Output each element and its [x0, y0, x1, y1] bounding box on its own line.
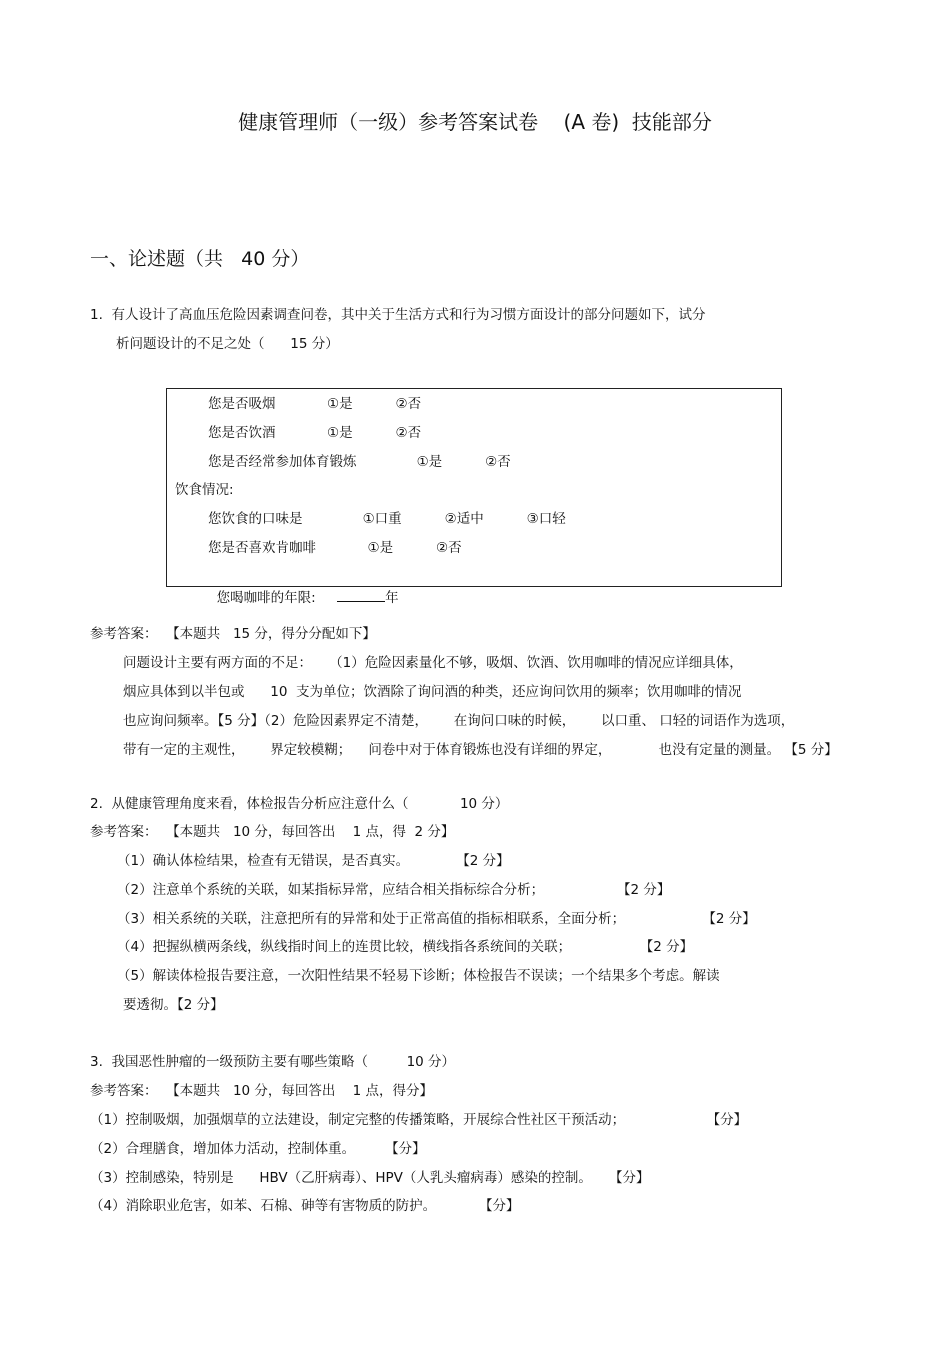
questionnaire-item: 您是否饮酒 ①是 ②否: [208, 425, 422, 441]
answer-line: 烟应具体到以半包或 10 支为单位；饮酒除了询问酒的种类，还应询问饮用的频率；饮用咖啡的情况: [123, 684, 742, 700]
answer-line: 问题设计主要有两方面的不足： （1）危险因素量化不够，吸烟、饮酒、饮用咖啡的情况应详细具体，: [123, 655, 743, 671]
answer-heading: 参考答案： 【本题共 10 分，每回答出 1 点，得 2 分】: [90, 824, 455, 840]
answer-heading: 参考答案： 【本题共 10 分，每回答出 1 点，得分】: [90, 1083, 433, 1099]
answer-line: （2）注意单个系统的关联，如某指标异常，应结合相关指标综合分析； 【2 分】: [117, 882, 671, 898]
answer-line: （3）控制感染，特别是 HBV（乙肝病毒）、HPV（人乳头瘤病毒）感染的控制。 【分】: [90, 1170, 650, 1186]
page-title: 健康管理师（一级）参考答案试卷 (A 卷) 技能部分: [238, 110, 712, 134]
answer-line: （4）消除职业危害，如苯、石棉、砷等有害物质的防护。 【分】: [90, 1198, 520, 1214]
answer-line: （2）合理膳食，增加体力活动，控制体重。 【分】: [90, 1141, 426, 1157]
questionnaire-item: 您是否喜欢肯咖啡 ①是 ②否: [208, 540, 462, 556]
question-1-text: 1. 有人设计了高血压危险因素调查问卷，其中关于生活方式和行为习惯方面设计的部分问题如下，试分: [90, 307, 706, 323]
questionnaire-item-label: 您喝咖啡的年限:: [216, 590, 338, 606]
questionnaire-item: 您是否经常参加体育锻炼 ①是 ②否: [208, 454, 511, 470]
question-2-text: 2. 从健康管理角度来看，体检报告分析应注意什么（ 10 分）: [90, 796, 509, 812]
answer-line: （5）解读体检报告要注意，一次阳性结果不轻易下诊断；体检报告不误读；一个结果多个考虑。解读: [117, 968, 720, 984]
answer-line: 要透彻。【2 分】: [123, 997, 224, 1013]
questionnaire-item: [208, 567, 399, 608]
questionnaire-subheading: 饮食情况:: [175, 482, 234, 498]
answer-line: 带有一定的主观性， 界定较模糊； 问卷中对于体育锻炼也没有详细的界定， 也没有定量的测量。 【5 分】: [123, 742, 838, 758]
question-1-text-cont: 析问题设计的不足之处（ 15 分）: [116, 336, 339, 352]
answer-line: （1）确认体检结果，检查有无错误，是否真实。 【2 分】: [117, 853, 510, 869]
question-3-text: 3. 我国恶性肿瘤的一级预防主要有哪些策略（ 10 分）: [90, 1054, 456, 1070]
answer-line: （4）把握纵横两条线，纵线指时间上的连贯比较，横线指各系统间的关联； 【2 分】: [117, 939, 694, 955]
fill-blank: [337, 587, 385, 602]
answer-line: 也应询问频率。【5 分】（2）危险因素界定不清楚， 在询问口味的时候， 以口重、 口轻的词语作为选项，: [123, 713, 795, 729]
section-heading: 一、论述题（共 40 分）: [90, 248, 310, 270]
answer-line: （3）相关系统的关联，注意把所有的异常和处于正常高值的指标相联系，全面分析； 【2 分】: [117, 911, 756, 927]
questionnaire-item: 您饮食的口味是 ①口重 ②适中 ③口轻: [208, 511, 566, 527]
answer-heading: 参考答案： 【本题共 15 分，得分分配如下】: [90, 626, 376, 642]
answer-line: （1）控制吸烟，加强烟草的立法建设，制定完整的传播策略，开展综合性社区干预活动； 【分】: [90, 1112, 748, 1128]
questionnaire-item-unit: 年: [385, 590, 399, 606]
questionnaire-item: 您是否吸烟 ①是 ②否: [208, 396, 422, 412]
